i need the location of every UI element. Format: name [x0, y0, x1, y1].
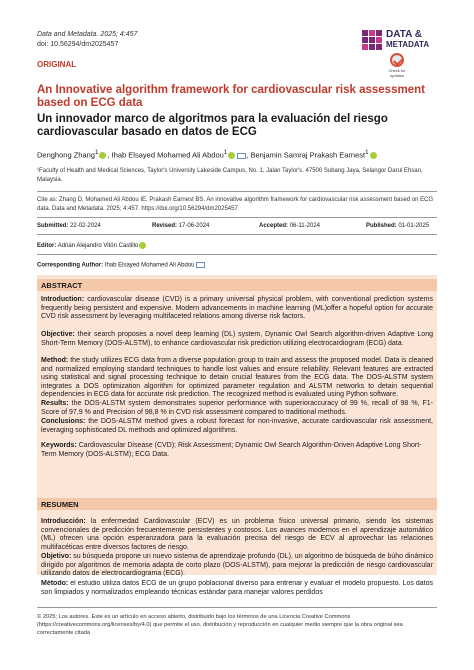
abstract-introduction [41, 296, 433, 322]
doi-line[interactable]: doi: 10.56294/dm2025457 [37, 41, 119, 48]
objetivo-text: su búsqueda propone un nuevo sistema de aprendizaje profundo (DL), un algoritmo de búsqueda de búho dinámico dirigido por algoritmos de memoria adapta de corto plazo (DOS-ALSTM), para mejorar la predicción de riesgo cardiovascular utilizando datos de electrocardiograma (ECG). [41, 553, 433, 578]
logo-text [386, 30, 429, 50]
resumen-heading: RESUMEN [37, 498, 437, 510]
keywords-text: Cardiovascular Disease (CVD); Risk Assessment; Dynamic Owl Search Algorithm-Driven Adaptive Long Short-Term Memory (DOS-ALSTM); ECG Data. [41, 442, 422, 458]
orcid-icon[interactable] [139, 242, 146, 249]
license-footer: © 2025; Los autores. Este es un artículo en acceso abierto, distribuido bajo los términos de una Licencia Creative Commons (https://creativecommons.org/licenses/by/4.0) que permite el uso, distribución y reproducción en cualquier medio siempre que la obra original sea correctamente citada [37, 614, 403, 636]
orcid-icon[interactable] [370, 152, 377, 159]
divider [37, 234, 437, 235]
divider [37, 191, 437, 192]
author-3-sup: 1 [365, 149, 369, 156]
keywords [41, 441, 433, 459]
method-text: the study utilizes ECG data from a diverse population group to train and assess the proposed model. Data is cleaned and normalized employing standard techniques to handle lost values and ensure reliability. Relevant features are extracted using statistical and signal processing technique to detain crucial features from the ECG data. The DOS-ALSTM system integrates a DOS optimization algorithm for optimized parameter regulation and ALSTM networks to detain sequential dependencies in ECG data for accurate risk prediction. The recognized method is evaluated using Python software. [41, 357, 433, 399]
metodo-label: Método: [41, 580, 69, 587]
abstract-heading: ABSTRACT [37, 279, 437, 291]
accepted-date: 06-11-2024 [289, 223, 320, 229]
orcid-icon[interactable] [99, 152, 106, 159]
divider [37, 217, 437, 218]
author-2-sup: 1 [223, 149, 228, 156]
logo-line2: METADATA [386, 40, 430, 49]
abstract-results [41, 400, 433, 417]
header-meta [37, 30, 137, 50]
journal-line: Data and Metadata. 2025; 4:457 [37, 31, 138, 38]
objective-text: their search proposes a novel deep learning (DL) system, Dynamic Owl Search algorithm-driven Adaptive Long Short-Term Memory (DOS-ALSTM), to enhance cardiovascular risk prediction utilizing electrocardiogram (ECG) data. [41, 331, 433, 347]
divider [37, 607, 437, 608]
title-spanish: Un innovador marco de algoritmos para la evaluación del riesgo cardiovascular basado en datos de ECG [37, 113, 388, 138]
title-english: An Innovative algorithm framework for cardiovascular risk assessment based on ECG data [37, 84, 425, 109]
introduccion-text: la enfermedad Cardiovascular (ECV) es un problema físico universal primario, siendo los sistemas convencionales de predicción frecuentemente persistentes y costosos. Los avances modernos en el aprendizaje automático (ML) ofrecen una opción esperanzadora para la evaluación precisa del riesgo de ECV al aprovechar las relaciones multifacéticas entre diversos factores de riesgo. [41, 518, 433, 551]
submitted-date: 22-02-2024 [70, 223, 101, 229]
results-label: Results: [41, 400, 69, 407]
revised-date: 17-06-2024 [178, 223, 210, 229]
divider [37, 254, 437, 255]
author-1: Denghong Zhang [37, 150, 95, 160]
conclusions-text: the DOS-ALSTM method gives a robust forecast for non-invasive, accurate cardiovascular risk assessment, leveraging sophisticated DL methods and optimized algorithms. [41, 418, 433, 434]
orcid-icon[interactable] [228, 152, 235, 159]
check-updates-icon [390, 53, 404, 67]
submitted-label: Submitted: [37, 223, 69, 229]
results-text: the DOS-ALSTM system demonstrates superior performance with superioraccuracy of 99 %, recall of 98 %, F1-Score of 97,9 % and Precision of 98,8 % in CVD risk assessment compared to traditional methods. [41, 400, 433, 416]
revised-label: Revised: [152, 223, 178, 229]
editor-line [37, 242, 147, 249]
introduccion-label: Introducción: [41, 518, 86, 525]
keywords-label: Keywords: [41, 442, 77, 449]
editor-label: Editor: [37, 243, 57, 250]
published-date: 01-01-2025 [398, 223, 430, 229]
author-2: Ihab Elsayed Mohamed Ali Abdou [111, 150, 224, 160]
author-3: Benjamin Samraj Prakash Earnest [250, 150, 366, 160]
mail-icon[interactable] [237, 153, 246, 159]
conclusions-label: Conclusions: [41, 418, 86, 425]
published-label: Published: [366, 223, 397, 229]
check-for-updates[interactable] [386, 53, 408, 78]
intro-text: cardiovascular disease (CVD) is a primary universal physical problem, with conventional prediction systems frequently being persistent and expensive. Modern advancements in machine learning (ML)offer a hopeful option for accurate CVD risk assessment by leveraging multifaceted relations among diverse risk factors. [41, 296, 433, 321]
check-updates-label: Check for updates [388, 68, 406, 78]
abstract-method [41, 357, 433, 400]
citation: Cite as: Zhang D, Mohamed Ali Abdou IE, Prakash Earnest BS. An innovative algorithm framework for cardiovascular risk assessment based on ECG data. Data and Metadata. 2025; 4:457. https://doi.org/10.56294/dm2025457 [37, 197, 434, 212]
accepted-label: Accepted: [259, 223, 289, 229]
affiliation: ¹Faculty of Health and Medical Sciences, Taylor's University Lakeside Campus, No. 1, Jalan Taylor's. 47500 Subang Jaya, Selangor Darul Ehsan, Malaysia. [37, 168, 423, 183]
metodo-text: el estudio utiliza datos ECG de un grupo poblacional diverso para entrenar y evaluar el modelo propuesto. Los datos son limpiados y normalizados empleando técnicas estándar para manejar valores perdidos [41, 580, 433, 596]
logo-line1: DATA & [386, 29, 422, 40]
author-line: Denghong Zhang$^1$ , Ihab Elsayed Mohamed Ali Abdou$^1$ , Benjamin Samraj Prakash Earnest$^1$ [37, 148, 437, 161]
method-label: Method: [41, 357, 69, 364]
objective-label: Objective: [41, 331, 75, 338]
editor-name: Adrián Alejandro Vitón Castillo [57, 243, 139, 250]
objetivo-label: Objetivo: [41, 553, 72, 560]
abstract-objective [41, 331, 433, 348]
logo-grid-icon [362, 30, 382, 50]
resumen-introduccion [41, 518, 433, 552]
resumen-metodo [41, 580, 433, 598]
resumen-objetivo [41, 553, 433, 579]
corresponding-name: Ihab Elsayed Mohamed Ali Abdou [104, 262, 195, 269]
intro-label: Introduction: [41, 296, 85, 303]
corresponding-label: Corresponding Author: [37, 262, 104, 269]
author-1-sup: 1 [94, 149, 99, 156]
abstract-conclusions [41, 418, 433, 435]
section-label: ORIGINAL [37, 60, 77, 69]
corresponding-line [37, 262, 205, 269]
mail-icon[interactable] [196, 262, 205, 268]
